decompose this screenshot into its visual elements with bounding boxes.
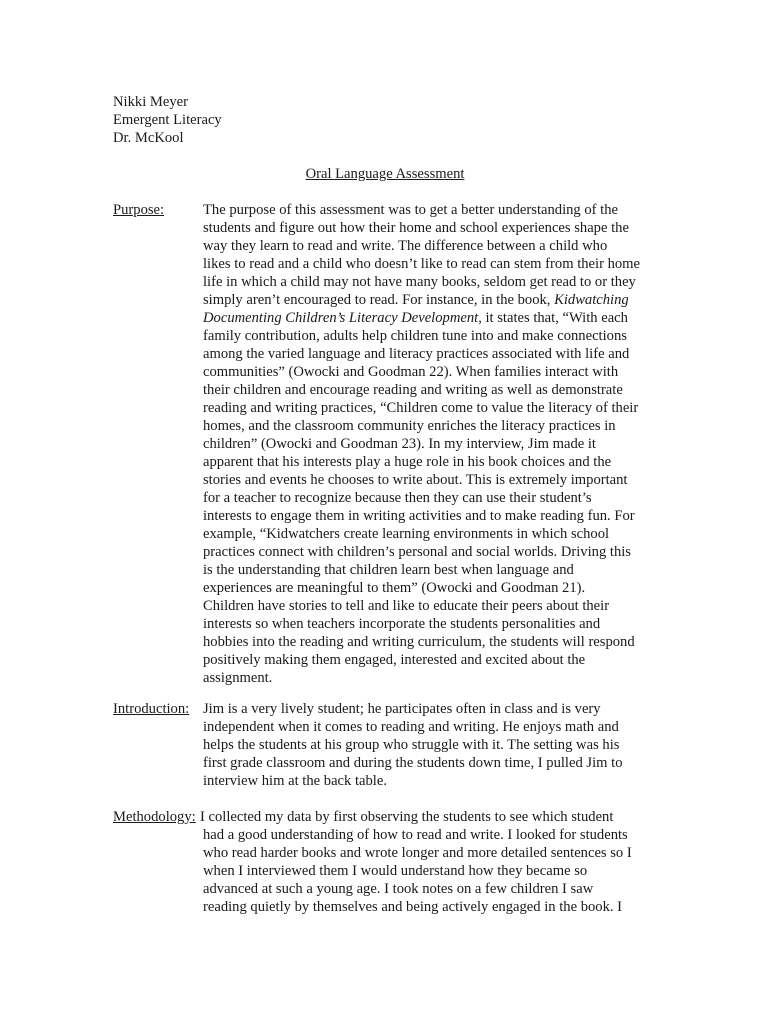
document-title (0, 165, 768, 183)
paragraph-line: Documenting Children’s Literacy Development, it states that, “With each (203, 310, 628, 326)
introduction-body (203, 700, 658, 790)
paragraph-line: advanced at such a young age. I took notes on a few children I saw (203, 881, 594, 897)
paragraph-line: students and figure out how their home and school experiences shape the (203, 220, 629, 236)
paragraph-line: interests to engage them in writing activities and to make reading fun. For (203, 508, 635, 524)
author-name: Nikki Meyer (113, 94, 188, 110)
book-title-part2: Documenting Children’s Literacy Development (203, 310, 479, 326)
introduction-label: Introduction: (113, 701, 190, 717)
paragraph-line: interview him at the back table. (203, 773, 387, 789)
paragraph-line: way they learn to read and write. The difference between a child who (203, 238, 608, 254)
paragraph-line: independent when it comes to reading and writing. He enjoys math and (203, 719, 619, 735)
paragraph-line: helps the students at his group who struggle with it. The setting was his (203, 737, 620, 753)
paragraph-line: first grade classroom and during the students down time, I pulled Jim to (203, 755, 623, 771)
paragraph-line: among the varied language and literacy practices associated with life and (203, 346, 630, 362)
paragraph-line: children” (Owocki and Goodman 23). In my interview, Jim made it (203, 436, 596, 452)
paragraph-line: likes to read and a child who doesn’t like to read can stem from their home (203, 256, 641, 272)
paragraph-line: apparent that his interests play a huge role in his book choices and the (203, 454, 612, 470)
paragraph-line: stories and events he chooses to write about. This is extremely important (203, 472, 628, 488)
paragraph-line: Jim is a very lively student; he participates often in class and is very (203, 701, 601, 717)
paragraph-line: assignment. (203, 670, 273, 686)
paragraph-line: The purpose of this assessment was to get a better understanding of the (203, 202, 619, 218)
paragraph-line: Children have stories to tell and like to educate their peers about their (203, 598, 610, 614)
paragraph-line: reading quietly by themselves and being actively engaged in the book. I (203, 899, 623, 915)
purpose-body (203, 201, 658, 687)
paragraph-line: family contribution, adults help children tune into and make connections (203, 328, 627, 344)
paragraph-line: is the understanding that children learn best when language and (203, 562, 574, 578)
paragraph-line: hobbies into the reading and writing curriculum, the students will respond (203, 634, 635, 650)
methodology-label: Methodology: (113, 809, 196, 825)
course-name: Emergent Literacy (113, 112, 222, 128)
title-text: Oral Language Assessment (305, 166, 465, 182)
paragraph-line: positively making them engaged, interested and excited about the (203, 652, 586, 668)
paragraph-line: simply aren’t encouraged to read. For instance, in the book, Kidwatching (203, 292, 629, 308)
paragraph-line: their children and encourage reading and writing as well as demonstrate (203, 382, 623, 398)
document-header (113, 93, 222, 147)
paragraph-line: who read harder books and wrote longer and more detailed sentences so I (203, 845, 632, 861)
paragraph-line: I collected my data by first observing the students to see which student (200, 809, 614, 825)
paragraph-line: practices connect with children’s personal and social worlds. Driving this (203, 544, 631, 560)
paragraph-line: communities” (Owocki and Goodman 22). When families interact with (203, 364, 619, 380)
paragraph-line: example, “Kidwatchers create learning environments in which school (203, 526, 610, 542)
methodology-body (200, 808, 658, 916)
paragraph-line: for a teacher to recognize because then they can use their student’s (203, 490, 592, 506)
instructor-name: Dr. McKool (113, 130, 184, 146)
paragraph-line: interests so when teachers incorporate the students personalities and (203, 616, 601, 632)
purpose-label: Purpose: (113, 202, 165, 218)
paragraph-line: experiences are meaningful to them” (Owocki and Goodman 21). (203, 580, 586, 596)
paragraph-line: reading and writing practices, “Children come to value the literacy of their (203, 400, 639, 416)
paragraph-line: life in which a child may not have many books, seldom get read to or they (203, 274, 636, 290)
paragraph-line: had a good understanding of how to read and write. I looked for students (203, 827, 628, 843)
book-title-part1: Kidwatching (554, 292, 629, 308)
paragraph-line: when I interviewed them I would understand how they became so (203, 863, 588, 879)
paragraph-line: homes, and the classroom community enriches the literacy practices in (203, 418, 616, 434)
